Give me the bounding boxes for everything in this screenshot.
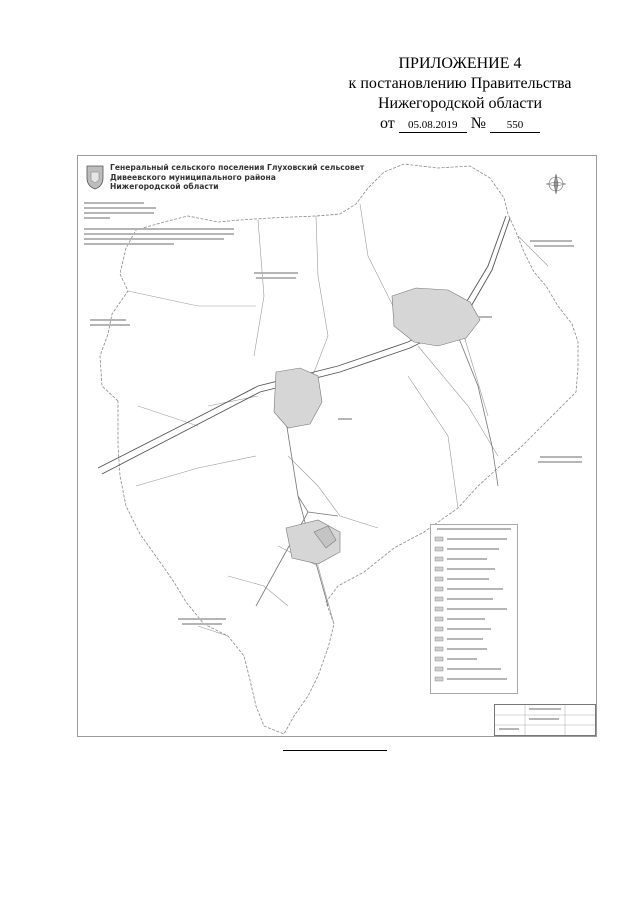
region-line: Нижегородской области	[377, 95, 542, 112]
map-legend	[430, 524, 518, 694]
document-header	[330, 54, 590, 134]
document-number: 550	[490, 118, 540, 133]
footer-separator	[283, 750, 387, 751]
number-sign: №	[470, 115, 487, 132]
date-number-row	[330, 114, 590, 134]
document-date: 05.08.2019	[399, 118, 467, 133]
legend-entries	[431, 525, 517, 693]
map-title-line-1: Генеральный сельского поселения Глуховский сельсовет	[110, 163, 365, 172]
resolution-line: к постановлению Правительства	[348, 75, 572, 92]
illegible-annotations	[78, 156, 596, 736]
map-title-line-3: Нижегородской области	[110, 182, 219, 191]
appendix-title: ПРИЛОЖЕНИЕ 4	[398, 55, 522, 72]
title-block-stamp	[494, 704, 596, 736]
date-prefix: от	[379, 115, 395, 132]
map-title-line-2: Дивеевского муниципального района	[110, 172, 276, 182]
stamp-grid	[495, 705, 595, 735]
general-plan-map	[77, 155, 597, 737]
